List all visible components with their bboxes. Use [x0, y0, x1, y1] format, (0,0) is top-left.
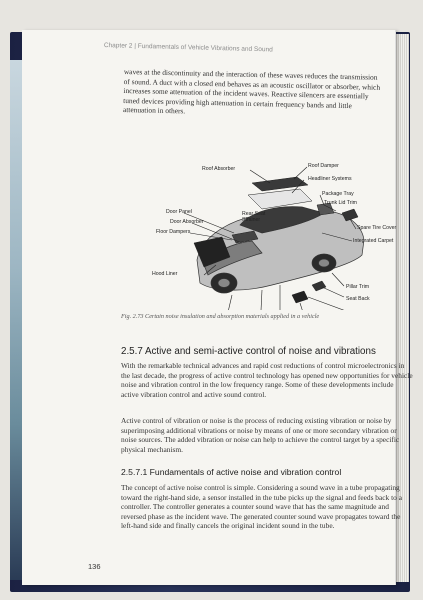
label-roof-absorber: Roof Absorber: [202, 166, 236, 172]
seat-back-part: [312, 281, 326, 291]
headliner-part: [248, 189, 312, 209]
label-door-panel: Door Panel: [166, 209, 192, 215]
label-headliner: Headliner Systems: [308, 176, 352, 182]
section-heading: 2.5.7 Active and semi-active control of noise and vibrations: [121, 346, 376, 357]
label-roof-damper: Roof Damper: [308, 163, 339, 169]
figure-caption: Fig. 2.73 Certain noise insulation and absorption materials applied in a vehicle: [121, 313, 320, 320]
page-number: 136: [88, 562, 101, 571]
intro-paragraph: waves at the discontinuity and the interaction of these waves reduces the transmission of sound. A duct with a closed end behaves as an acoustic oscillator or absorber, which increases some attenuation of the incident waves. Reactive silencers are essentially tuned devices providing high attenuation in certain frequency bands and little attenuation in others.: [122, 67, 381, 116]
book-page: [22, 30, 413, 585]
label-seat-back: Seat Back: [346, 296, 370, 302]
label-package-tray: Package Tray: [322, 191, 354, 197]
label-spare-tire-cover: Spare Tire Cover: [357, 225, 397, 231]
label-integrated-carpet: Integrated Carpet: [353, 238, 394, 244]
subsection-heading: 2.5.7.1 Fundamentals of active noise and vibration control: [121, 467, 342, 477]
section-paragraph-1: With the remarkable technical advances and rapid cost reductions of control microelectronics in the last decade, the progress of active control technology has opened new opportunities for vehicle noise and vibration control in the low frequency range. Some of these developments include active vibration control and active sound control.: [121, 361, 413, 399]
label-door-absorber: Door Absorber: [170, 219, 204, 225]
label-trunk-lid-trim: Trunk Lid Trim: [324, 200, 357, 206]
label-pillar-trim: Pillar Trim: [346, 284, 370, 290]
label-hood-liner: Hood Liner: [152, 271, 178, 277]
section-paragraph-2: Active control of vibration or noise is the process of reducing existing vibration or noise by superimposing additional vibrations or noise by means of one or more secondary vibration or noise sources. The added vibration or noise can help to achieve the control target by a specific physical mechanism.: [121, 416, 400, 454]
running-header: Chapter 2 | Fundamentals of Vehicle Vibrations and Sound: [103, 42, 273, 54]
subsection-paragraph: The concept of active noise control is simple. Considering a sound wave in a tube propagating toward the right-hand side, a sensor installed in the tube picks up the signal and feeds back to a controller. The controller generates a counter sound wave that has the same magnitude and reversed phase as the incident wave. The generated counter sound wave propagates toward the left-hand side and finally cancels the original incident sound in the tube.: [121, 483, 402, 531]
floor-damper-part-2: [292, 291, 308, 303]
label-rear-seat: Rear Seat Strainer: [242, 211, 266, 223]
label-floor-dampers: Floor Dampers: [156, 229, 191, 235]
vehicle-materials-diagram: [112, 125, 397, 310]
